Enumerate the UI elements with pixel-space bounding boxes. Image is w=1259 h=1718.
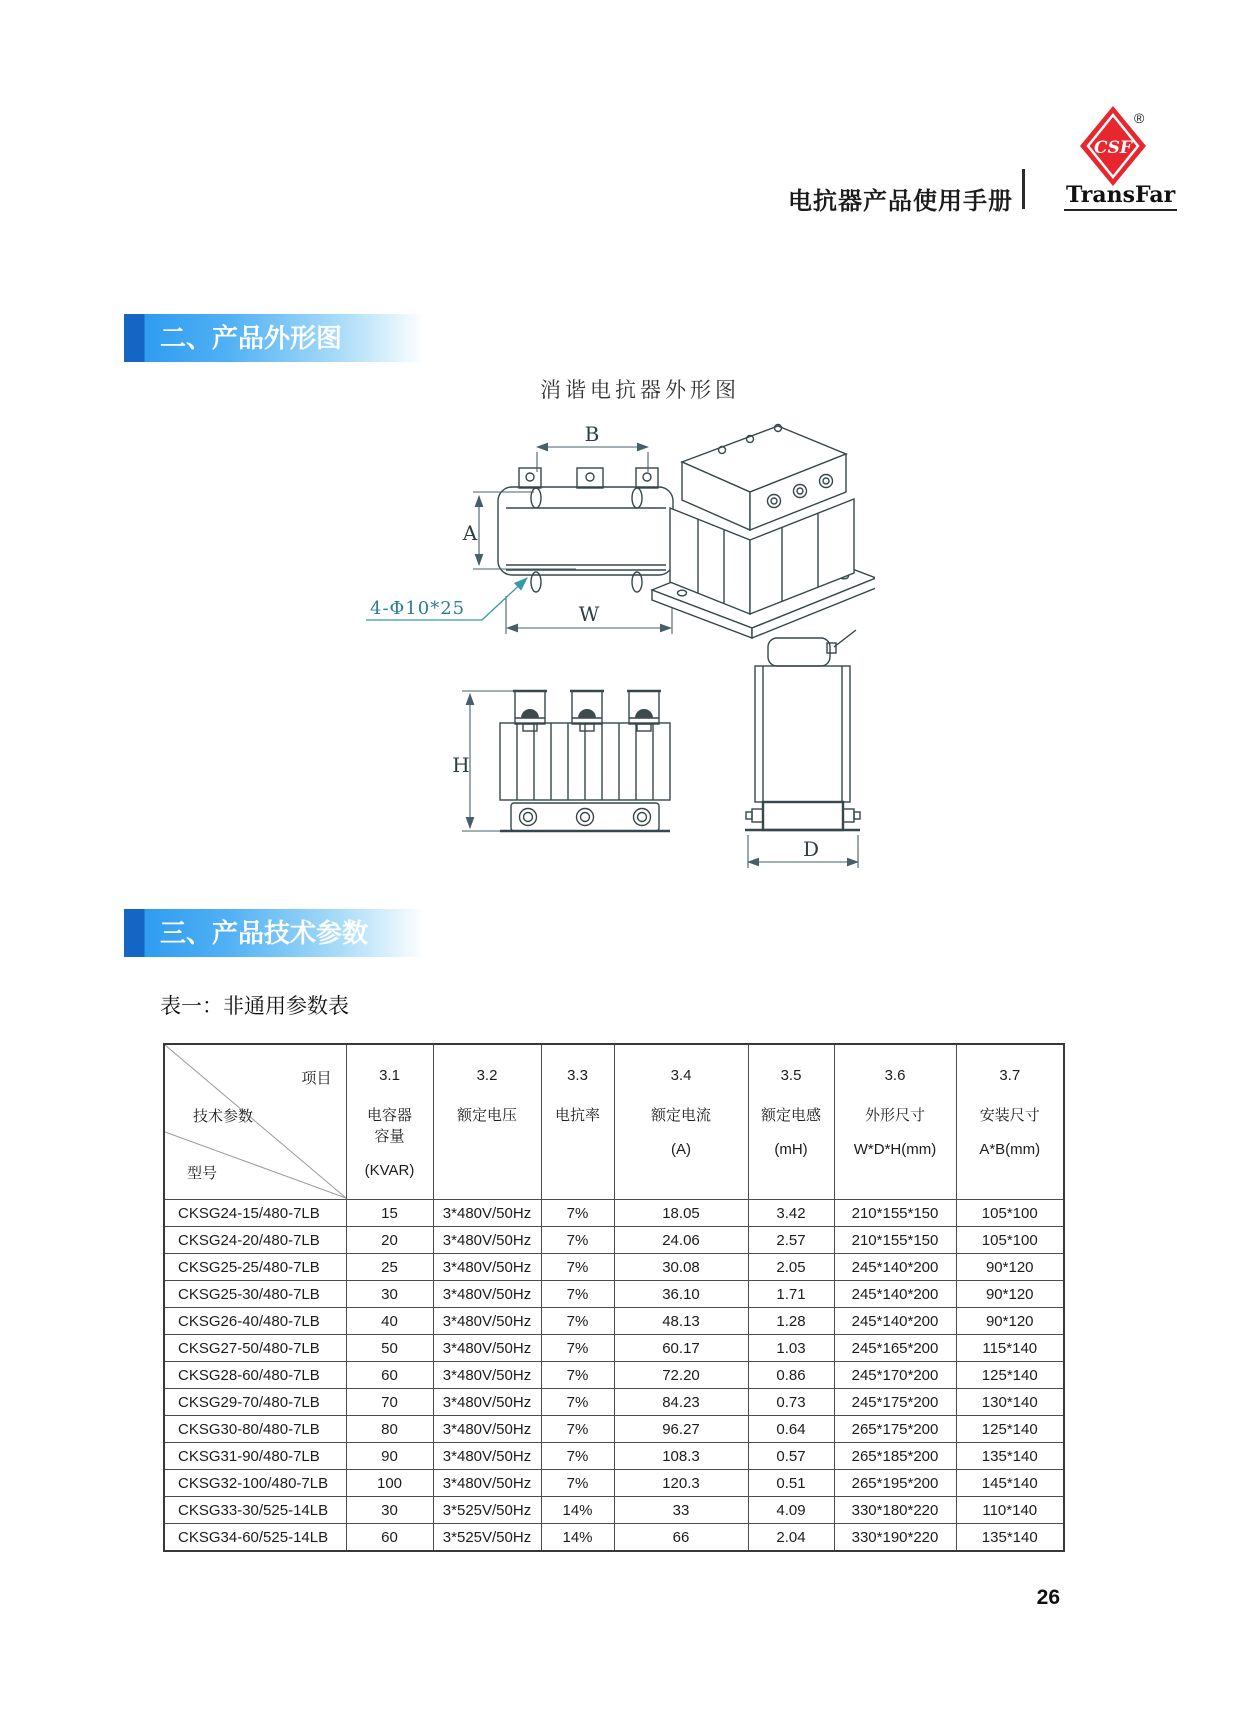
value-cell: 24.06 xyxy=(614,1227,748,1254)
value-cell: 3*480V/50Hz xyxy=(433,1335,541,1362)
csf-mark: CSF xyxy=(1094,138,1132,158)
value-cell: 145*140 xyxy=(956,1470,1064,1497)
value-cell: 105*100 xyxy=(956,1200,1064,1227)
table-row xyxy=(164,1497,1064,1524)
value-cell: 245*170*200 xyxy=(834,1362,956,1389)
value-cell: 108.3 xyxy=(614,1443,748,1470)
value-cell: 115*140 xyxy=(956,1335,1064,1362)
model-cell: CKSG28-60/480-7LB xyxy=(164,1362,346,1389)
table-row xyxy=(164,1227,1064,1254)
brand-name: TransFar xyxy=(1064,182,1177,211)
value-cell: 96.27 xyxy=(614,1416,748,1443)
value-cell: 7% xyxy=(541,1281,614,1308)
section-banner-outline: 二、产品外形图 xyxy=(124,314,424,362)
value-cell: 265*175*200 xyxy=(834,1416,956,1443)
value-cell: 33 xyxy=(614,1497,748,1524)
table-row xyxy=(164,1335,1064,1362)
value-cell: 60 xyxy=(346,1524,433,1552)
table-row xyxy=(164,1308,1064,1335)
value-cell: 7% xyxy=(541,1308,614,1335)
table-row xyxy=(164,1200,1064,1227)
value-cell: 90 xyxy=(346,1443,433,1470)
value-cell: 135*140 xyxy=(956,1443,1064,1470)
model-cell: CKSG27-50/480-7LB xyxy=(164,1335,346,1362)
model-cell: CKSG25-30/480-7LB xyxy=(164,1281,346,1308)
value-cell: 3*480V/50Hz xyxy=(433,1470,541,1497)
col-header-reactance: 3.3 电抗率 xyxy=(541,1044,614,1200)
value-cell: 7% xyxy=(541,1389,614,1416)
model-cell: CKSG30-80/480-7LB xyxy=(164,1416,346,1443)
value-cell: 0.64 xyxy=(748,1416,834,1443)
value-cell: 3*480V/50Hz xyxy=(433,1416,541,1443)
value-cell: 245*140*200 xyxy=(834,1281,956,1308)
value-cell: 14% xyxy=(541,1524,614,1552)
value-cell: 3*480V/50Hz xyxy=(433,1362,541,1389)
table-row xyxy=(164,1524,1064,1552)
value-cell: 60.17 xyxy=(614,1335,748,1362)
col-header-inductance: 3.5 额定电感 (mH) xyxy=(748,1044,834,1200)
value-cell: 4.09 xyxy=(748,1497,834,1524)
table-body xyxy=(164,1200,1064,1552)
value-cell: 1.71 xyxy=(748,1281,834,1308)
value-cell: 245*140*200 xyxy=(834,1308,956,1335)
value-cell: 18.05 xyxy=(614,1200,748,1227)
table-row xyxy=(164,1281,1064,1308)
value-cell: 90*120 xyxy=(956,1254,1064,1281)
model-cell: CKSG34-60/525-14LB xyxy=(164,1524,346,1552)
table-row xyxy=(164,1389,1064,1416)
value-cell: 3*480V/50Hz xyxy=(433,1443,541,1470)
value-cell: 40 xyxy=(346,1308,433,1335)
value-cell: 2.57 xyxy=(748,1227,834,1254)
side-view xyxy=(745,630,860,868)
value-cell: 245*165*200 xyxy=(834,1335,956,1362)
value-cell: 3*480V/50Hz xyxy=(433,1254,541,1281)
value-cell: 48.13 xyxy=(614,1308,748,1335)
value-cell: 90*120 xyxy=(956,1281,1064,1308)
value-cell: 330*180*220 xyxy=(834,1497,956,1524)
value-cell: 60 xyxy=(346,1362,433,1389)
diagram-title: 消谐电抗器外形图 xyxy=(540,378,740,402)
value-cell: 330*190*220 xyxy=(834,1524,956,1552)
value-cell: 66 xyxy=(614,1524,748,1552)
model-cell: CKSG33-30/525-14LB xyxy=(164,1497,346,1524)
value-cell: 72.20 xyxy=(614,1362,748,1389)
col-header-mounting: 3.7 安装尺寸 A*B(mm) xyxy=(956,1044,1064,1200)
value-cell: 7% xyxy=(541,1362,614,1389)
value-cell: 130*140 xyxy=(956,1389,1064,1416)
dim-label-h: H xyxy=(452,753,470,777)
model-cell: CKSG31-90/480-7LB xyxy=(164,1443,346,1470)
brand-logo xyxy=(1060,104,1180,214)
spec-table xyxy=(163,1043,1065,1552)
value-cell: 3*480V/50Hz xyxy=(433,1308,541,1335)
value-cell: 210*155*150 xyxy=(834,1227,956,1254)
col-header-voltage: 3.2 额定电压 xyxy=(433,1044,541,1200)
value-cell: 30 xyxy=(346,1497,433,1524)
value-cell: 80 xyxy=(346,1416,433,1443)
model-cell: CKSG29-70/480-7LB xyxy=(164,1389,346,1416)
value-cell: 245*175*200 xyxy=(834,1389,956,1416)
value-cell: 25 xyxy=(346,1254,433,1281)
value-cell: 50 xyxy=(346,1335,433,1362)
value-cell: 36.10 xyxy=(614,1281,748,1308)
header-divider xyxy=(1022,169,1025,209)
model-cell: CKSG24-20/480-7LB xyxy=(164,1227,346,1254)
value-cell: 265*185*200 xyxy=(834,1443,956,1470)
value-cell: 110*140 xyxy=(956,1497,1064,1524)
value-cell: 3*525V/50Hz xyxy=(433,1497,541,1524)
value-cell: 30.08 xyxy=(614,1254,748,1281)
table-caption: 表一：非通用参数表 xyxy=(160,995,349,1018)
value-cell: 7% xyxy=(541,1200,614,1227)
value-cell: 14% xyxy=(541,1497,614,1524)
top-view xyxy=(366,422,673,634)
model-cell: CKSG25-25/480-7LB xyxy=(164,1254,346,1281)
dim-label-a: A xyxy=(462,521,478,545)
value-cell: 0.73 xyxy=(748,1389,834,1416)
outline-drawing xyxy=(330,400,875,930)
corner-label-model: 型号 xyxy=(187,1165,218,1182)
hole-note: 4-Φ10*25 xyxy=(370,598,466,619)
col-header-capacity: 3.1 电容器 容量 (KVAR) xyxy=(346,1044,433,1200)
value-cell: 3*480V/50Hz xyxy=(433,1227,541,1254)
section-banner-params: 三、产品技术参数 xyxy=(124,909,424,957)
value-cell: 120.3 xyxy=(614,1470,748,1497)
value-cell: 2.04 xyxy=(748,1524,834,1552)
value-cell: 0.86 xyxy=(748,1362,834,1389)
value-cell: 0.51 xyxy=(748,1470,834,1497)
value-cell: 90*120 xyxy=(956,1308,1064,1335)
value-cell: 125*140 xyxy=(956,1416,1064,1443)
value-cell: 3*480V/50Hz xyxy=(433,1389,541,1416)
table-row xyxy=(164,1254,1064,1281)
value-cell: 3*525V/50Hz xyxy=(433,1524,541,1552)
value-cell: 7% xyxy=(541,1227,614,1254)
value-cell: 2.05 xyxy=(748,1254,834,1281)
value-cell: 30 xyxy=(346,1281,433,1308)
dim-label-d: D xyxy=(802,837,820,861)
corner-cell xyxy=(164,1044,346,1200)
value-cell: 84.23 xyxy=(614,1389,748,1416)
value-cell: 7% xyxy=(541,1416,614,1443)
dim-label-b: B xyxy=(584,422,600,446)
value-cell: 3*480V/50Hz xyxy=(433,1281,541,1308)
table-row xyxy=(164,1470,1064,1497)
value-cell: 125*140 xyxy=(956,1362,1064,1389)
value-cell: 70 xyxy=(346,1389,433,1416)
manual-title: 电抗器产品使用手册 xyxy=(788,188,1013,215)
value-cell: 135*140 xyxy=(956,1524,1064,1552)
front-view xyxy=(452,691,670,831)
value-cell: 7% xyxy=(541,1443,614,1470)
col-header-dimensions: 3.6 外形尺寸 W*D*H(mm) xyxy=(834,1044,956,1200)
value-cell: 7% xyxy=(541,1254,614,1281)
value-cell: 105*100 xyxy=(956,1227,1064,1254)
value-cell: 245*140*200 xyxy=(834,1254,956,1281)
value-cell: 1.03 xyxy=(748,1335,834,1362)
value-cell: 3.42 xyxy=(748,1200,834,1227)
value-cell: 7% xyxy=(541,1335,614,1362)
value-cell: 3*480V/50Hz xyxy=(433,1200,541,1227)
corner-label-param: 技术参数 xyxy=(193,1108,254,1125)
isometric-view xyxy=(652,425,875,639)
model-cell: CKSG26-40/480-7LB xyxy=(164,1308,346,1335)
corner-label-item: 项目 xyxy=(301,1070,332,1087)
value-cell: 265*195*200 xyxy=(834,1470,956,1497)
value-cell: 15 xyxy=(346,1200,433,1227)
value-cell: 1.28 xyxy=(748,1308,834,1335)
table-row xyxy=(164,1362,1064,1389)
value-cell: 20 xyxy=(346,1227,433,1254)
value-cell: 7% xyxy=(541,1470,614,1497)
table-row xyxy=(164,1443,1064,1470)
model-cell: CKSG32-100/480-7LB xyxy=(164,1470,346,1497)
dim-label-w: W xyxy=(578,602,600,626)
value-cell: 0.57 xyxy=(748,1443,834,1470)
page-number: 26 xyxy=(1036,1586,1060,1609)
value-cell: 100 xyxy=(346,1470,433,1497)
value-cell: 210*155*150 xyxy=(834,1200,956,1227)
col-header-current: 3.4 额定电流 (A) xyxy=(614,1044,748,1200)
table-header-row xyxy=(164,1044,1064,1200)
registered-mark: ® xyxy=(1134,110,1145,126)
table-row xyxy=(164,1416,1064,1443)
model-cell: CKSG24-15/480-7LB xyxy=(164,1200,346,1227)
